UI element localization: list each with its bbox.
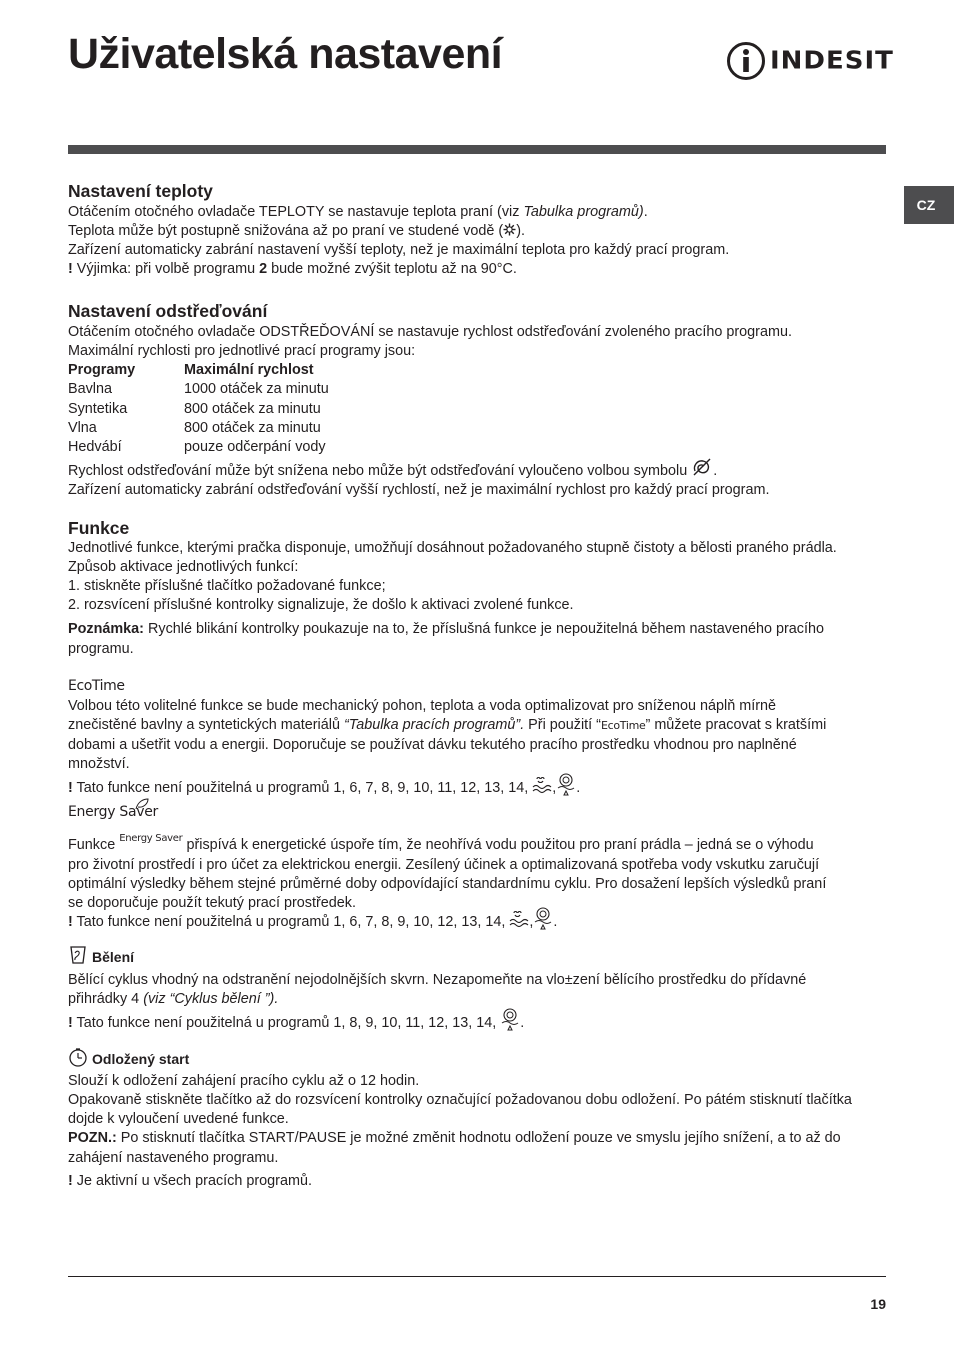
indesit-i-icon xyxy=(726,40,766,82)
energy-saver-logo: Energy Saver xyxy=(68,803,158,822)
funkce-note-line-1: Poznámka: Rychlé blikání kontrolky poukazuje na to, že příslušná funkce je nepoužitelná během nastaveného pracího xyxy=(68,621,824,637)
table-row-speed: 800 otáček za minutu xyxy=(184,401,321,417)
odstredovani-line-3: Rychlost odstřeďování může být snížena nebo může být odstřeďování vyloučeno volbou symbolu . xyxy=(68,462,717,481)
teplota-line-1: Otáčením otočného ovladače TEPLOTY se nastavuje teplota praní (viz Tabulka programů). xyxy=(68,204,648,220)
beleni-line-2: přihrádky 4 (viz “Cyklus bělení ”). xyxy=(68,991,279,1007)
indesit-logo xyxy=(726,40,894,82)
snowflake-icon xyxy=(503,223,516,236)
table-row-program: Hedvábí xyxy=(68,439,122,455)
odstredovani-line-4: Zařízení automaticky zabrání odstřeďování vyšší rychlostí, než je maximální rychlost pro každý prací program. xyxy=(68,482,770,498)
spin-table-header-speed: Maximální rychlost xyxy=(184,362,314,378)
beleni-heading-row xyxy=(68,948,134,968)
odstredovani-line-2: Maximální rychlosti pro jednotlivé prací programy jsou: xyxy=(68,343,416,359)
odlozeny-pozn-line-1: POZN.: Po stisknutí tlačítka START/PAUSE je možné změnit hodnotu odložení pouze ve smyslu jejího snížení, a to až do xyxy=(68,1130,841,1146)
funkce-step-2: 2. rozsvícení příslušné kontrolky signalizuje, že došlo k aktivaci zvolené funkce. xyxy=(68,597,574,613)
ecotime-line-2: znečistěné bavlny a syntetických materiálů “Tabulka pracích programů”. Při použití “EcoTime” můžete pracovat s kratšími xyxy=(68,717,827,733)
hand-wash-icon xyxy=(532,776,552,794)
leaf-icon xyxy=(134,797,150,811)
hand-wash-icon xyxy=(509,910,529,928)
teplota-line-2: Teplota může být postupně snižována až po praní ve studené vodě ( ). xyxy=(68,223,525,239)
spin-table-header-program: Programy xyxy=(68,362,136,378)
clock-icon xyxy=(68,1047,88,1067)
section-heading-odlozeny: Odložený start xyxy=(92,1051,190,1067)
section-heading-odstredovani: Nastavení odstřeďování xyxy=(68,301,268,321)
ecotime-inline-logo: EcoTime xyxy=(600,719,646,732)
ecotime-line-1: Volbou této volitelné funkce se bude mechanický pohon, teplota a voda optimalizovat pro sníženou náplň mírně xyxy=(68,698,776,714)
brand-name: INDESIT xyxy=(770,46,894,76)
ecotime-line-4: množství. xyxy=(68,756,130,772)
no-spin-icon xyxy=(691,457,713,477)
table-row-speed: 800 otáček za minutu xyxy=(184,420,321,436)
odlozeny-line-3: dojde k vyloučení uvedené funkce. xyxy=(68,1111,289,1127)
funkce-line-2: Způsob aktivace jednotlivých funkcí: xyxy=(68,559,299,575)
table-row-speed: 1000 otáček za minutu xyxy=(184,381,329,397)
odlozeny-line-2: Opakovaně stiskněte tlačítko až do rozsvícení kontrolky označující požadovanou dobu odložení. Po pátém stisknutí tlačítka xyxy=(68,1092,852,1108)
odlozeny-line-1: Slouží k odložení zahájení pracího cyklu až o 12 hodin. xyxy=(68,1073,420,1089)
odlozeny-heading-row xyxy=(68,1050,189,1070)
odlozeny-pozn-line-2: zahájení nastaveného programu. xyxy=(68,1150,279,1166)
footer-divider xyxy=(68,1276,886,1277)
beleni-warning: ! Tato funkce není použitelná u programů 1, 8, 9, 10, 11, 12, 13, 14, . xyxy=(68,1014,524,1033)
energy-saver-line-4: se doporučuje použít tekutý prací prostředek. xyxy=(68,895,356,911)
energy-saver-inline-logo: Energy Saver xyxy=(119,833,183,844)
page-number: 19 xyxy=(870,1296,886,1312)
energy-saver-line-3: optimální výsledky během stejné průměrné doby odpovídající standardnímu cyklu. Pro dosažení lepších výsledků praní xyxy=(68,876,827,892)
odlozeny-warning: ! Je aktivní u všech pracích programů. xyxy=(68,1173,312,1189)
teplota-line-3: Zařízení automaticky zabrání nastavení vyšší teploty, než je maximální teplota pro každý prací program. xyxy=(68,242,730,258)
table-row-program: Bavlna xyxy=(68,381,113,397)
energy-saver-line-2: pro životní prostředí i pro účet za elektrickou energii. Zesílený účinek a optimalizovaná spotřeba vody vskutku zaručují xyxy=(68,857,820,873)
table-row-program: Syntetika xyxy=(68,401,128,417)
beleni-line-1: Bělící cyklus vhodný na odstranění nejodolnějších skvrn. Nezapomeňte na vlo±zení bělícího prostředku do přídavné xyxy=(68,972,807,988)
page-title: Uživatelská nastavení xyxy=(68,30,503,78)
funkce-note-line-2: programu. xyxy=(68,641,134,657)
silk-program-icon xyxy=(556,773,576,797)
table-row-speed: pouze odčerpání vody xyxy=(184,439,326,455)
header-divider-bar xyxy=(68,145,886,154)
bleach-icon xyxy=(68,944,88,966)
funkce-step-1: 1. stiskněte příslušné tlačítko požadované funkce; xyxy=(68,578,386,594)
silk-program-icon xyxy=(533,907,553,931)
section-heading-teplota: Nastavení teploty xyxy=(68,181,213,201)
energy-saver-line-1: Funkce $^{Energy Saver}$ přispívá k energetické úspoře tím, že neohřívá vodu použitou pro praní prádla – jedná se o výhodu xyxy=(68,833,814,853)
teplota-line-4: ! Výjimka: při volbě programu 2 bude možné zvýšit teplotu až na 90°C. xyxy=(68,261,517,277)
ecotime-warning: ! Tato funkce není použitelná u programů 1, 6, 7, 8, 9, 10, 11, 12, 13, 14, , . xyxy=(68,779,580,798)
silk-program-icon xyxy=(500,1008,520,1032)
section-heading-funkce: Funkce xyxy=(68,518,130,538)
table-row-program: Vlna xyxy=(68,420,97,436)
language-tab: CZ xyxy=(904,186,954,224)
energy-saver-warning: ! Tato funkce není použitelná u programů 1, 6, 7, 8, 9, 10, 12, 13, 14, , . xyxy=(68,913,557,932)
section-heading-beleni: Bělení xyxy=(92,949,135,965)
ecotime-line-3: dobami a ušetřit vodu a energii. Doporučuje se používat dávku tekutého pracího prostředku vhodnou pro naplněné xyxy=(68,737,797,753)
ecotime-logo: EcoTime xyxy=(68,678,125,694)
funkce-line-1: Jednotlivé funkce, kterými pračka disponuje, umožňují dosáhnout požadovaného stupně čistoty a bělosti praného prádla. xyxy=(68,540,837,556)
odstredovani-line-1: Otáčením otočného ovladače ODSTŘEĎOVÁNÍ se nastavuje rychlost odstřeďování zvoleného pracího programu. xyxy=(68,324,792,340)
